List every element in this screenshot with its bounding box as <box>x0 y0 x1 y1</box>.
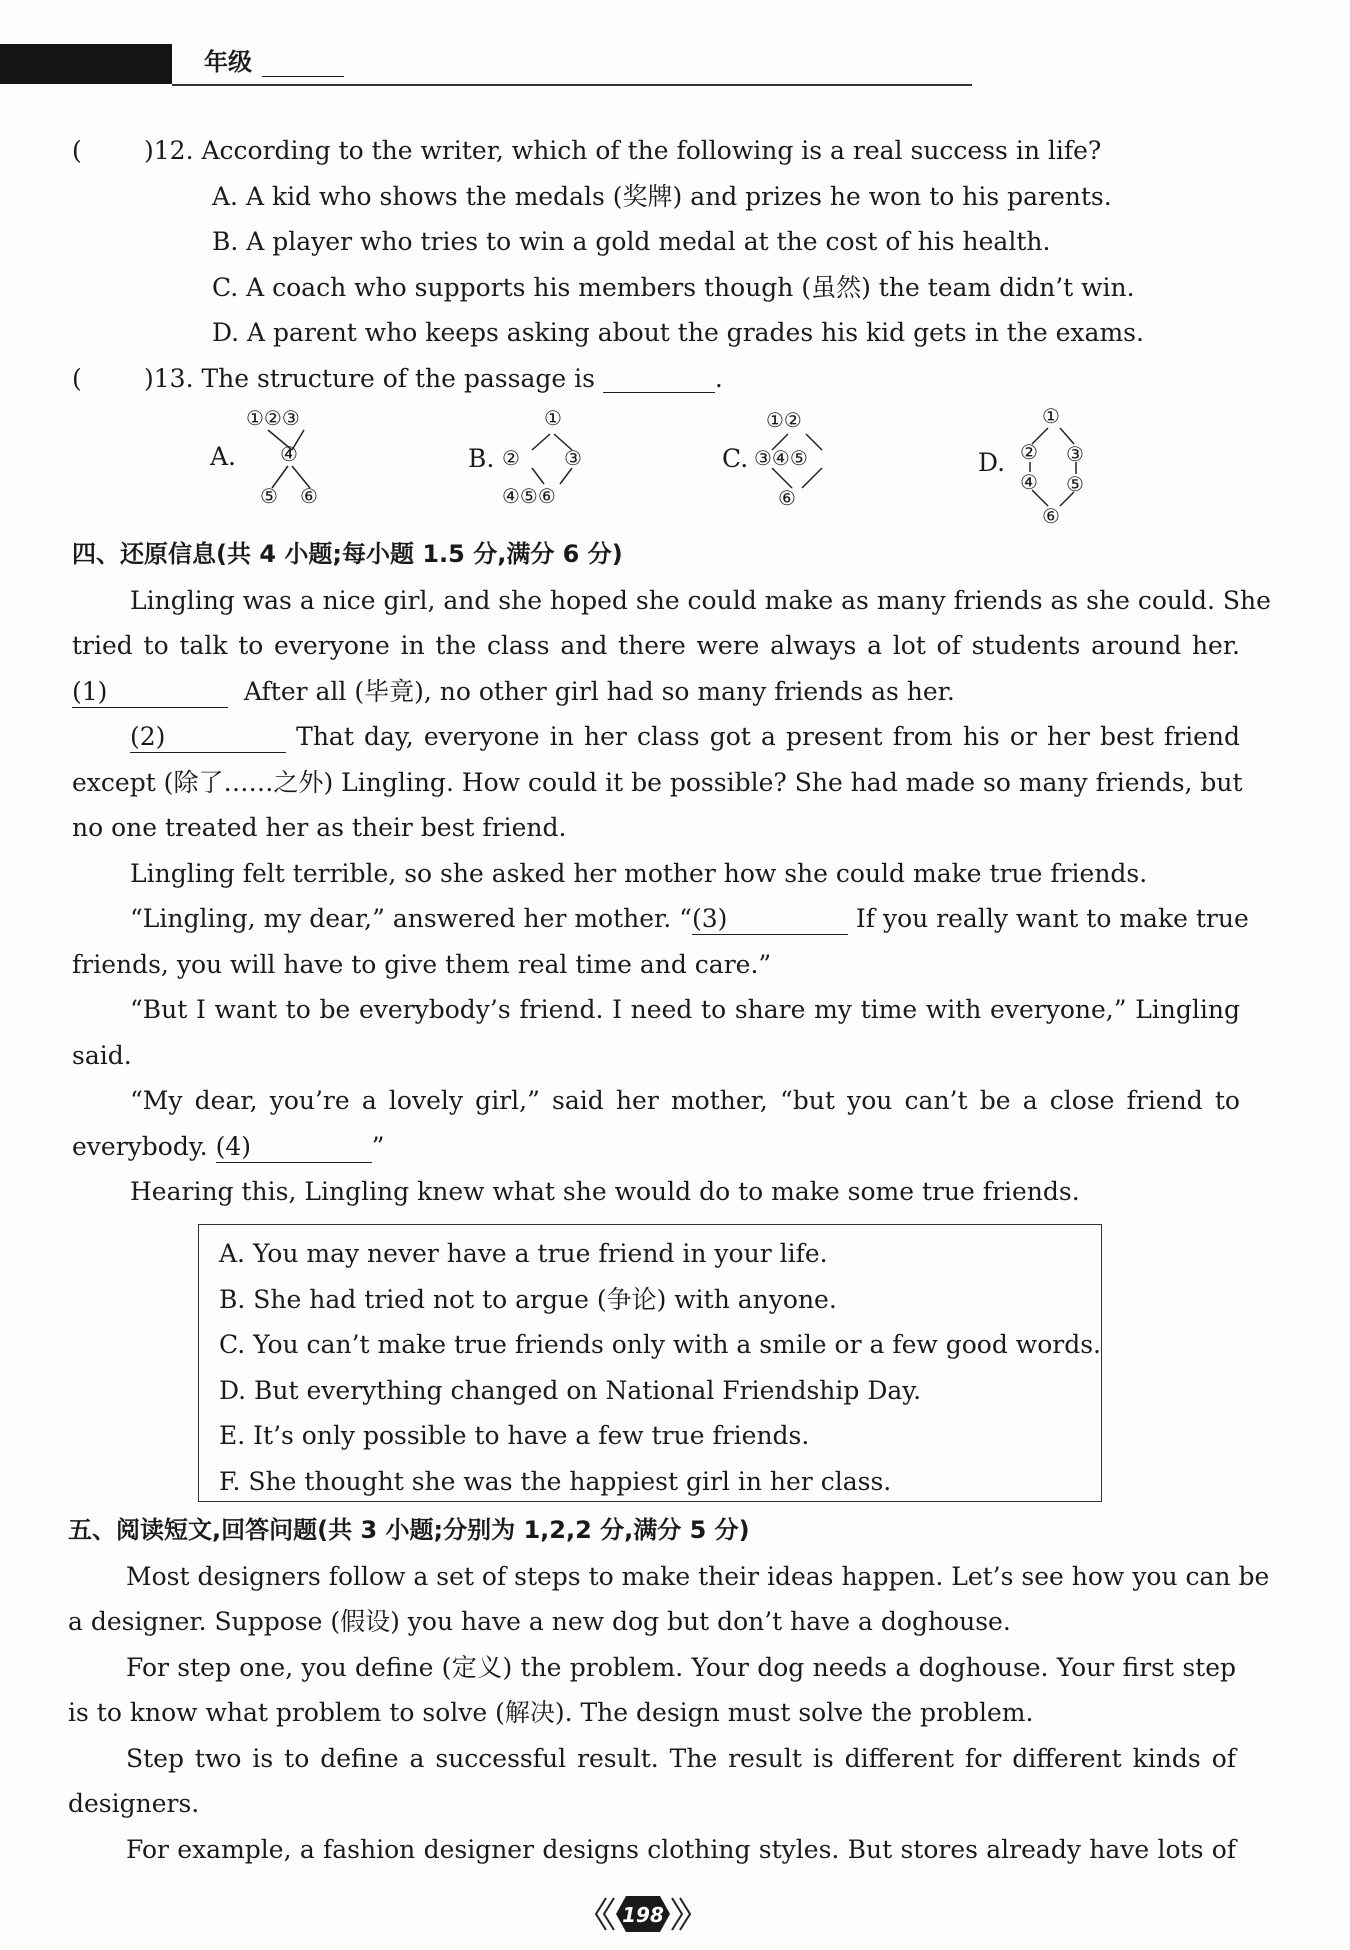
box-option-b: B. She had tried not to argue (争论) with anyone. <box>219 1284 837 1314</box>
q13-blank <box>603 366 715 393</box>
diagram-b-node: ③ <box>564 446 582 470</box>
diagram-d-node: ⑥ <box>1042 504 1060 528</box>
diagram-d-node: ② <box>1020 440 1038 464</box>
page-number-ornament <box>592 1892 694 1936</box>
diagram-d-node: ④ <box>1020 470 1038 494</box>
paragraph-line: a designer. Suppose (假设) you have a new dog but don’t have a doghouse. <box>68 1607 1011 1636</box>
section-4 <box>72 532 1271 1215</box>
header-bar <box>0 44 172 84</box>
q12-option-a: A. A kid who shows the medals (奖牌) and prizes he won to his parents. <box>212 181 1112 211</box>
options-box <box>198 1224 1102 1502</box>
paragraph-line: Step two is to define a successful result. The result is different for different kinds of <box>126 1743 1236 1773</box>
q13-question: ( )13. The structure of the passage is . <box>72 363 723 393</box>
diagram-b-node: ② <box>502 446 520 470</box>
q12-option-c: C. A coach who supports his members though (虽然) the team didn’t win. <box>212 272 1135 302</box>
diagram-a-node: ⑤ <box>260 484 278 508</box>
paragraph-line: except (除了……之外) Lingling. How could it be possible? She had made so many friends, but <box>72 767 1243 797</box>
paragraph-line: no one treated her as their best friend. <box>72 813 567 842</box>
header-rule <box>172 84 972 86</box>
page-number: 198 <box>622 1903 664 1927</box>
section-4-heading: 四、还原信息(共 4 小题;每小题 1.5 分,满分 6 分) <box>72 540 623 568</box>
diagram-a-node: ①②③ <box>246 406 300 430</box>
paragraph-line: “But I want to be everybody’s friend. I need to share my time with everyone,” Lingling <box>130 995 1240 1024</box>
blank-1: (1) <box>72 677 228 708</box>
paragraph-line: (2) That day, everyone in her class got a present from his or her best friend <box>130 722 1240 751</box>
paragraph-line: designers. <box>68 1789 200 1818</box>
grade-label: 年级 <box>204 48 252 76</box>
box-option-e: E. It’s only possible to have a few true friends. <box>219 1421 810 1450</box>
paragraph-line: (1) After all (毕竟), no other girl had so many friends as her. <box>72 676 955 706</box>
grade-blank <box>262 76 344 77</box>
box-option-c: C. You can’t make true friends only with a smile or a few good words. <box>219 1330 1101 1359</box>
diagram-d-node: ⑤ <box>1066 472 1084 496</box>
structure-diagrams: A. ①②③ ④ ⑤ ⑥ B. ① ② ③ ④⑤⑥ C. ①② ③④⑤ ⑥ D. ① ② ③ ④ ⑤ ⑥ <box>0 412 1350 532</box>
q12-question: ( )12. According to the writer, which of the following is a real success in life? <box>72 136 1102 165</box>
diagram-b-node: ① <box>544 406 562 430</box>
blank-4: (4) <box>216 1132 372 1163</box>
paragraph-line: For step one, you define (定义) the problem. Your dog needs a doghouse. Your first step <box>126 1652 1236 1682</box>
diagram-b-node: ④⑤⑥ <box>502 484 556 508</box>
paragraph-line: said. <box>72 1040 132 1070</box>
paragraph-line: For example, a fashion designer designs clothing styles. But stores already have lots of <box>126 1834 1236 1864</box>
diagram-a-node: ④ <box>280 442 298 466</box>
paragraph-line: friends, you will have to give them real time and care.” <box>72 949 772 979</box>
paragraph-line: “Lingling, my dear,” answered her mother. “(3) If you really want to make true <box>130 904 1249 933</box>
paragraph-line: Most designers follow a set of steps to make their ideas happen. Let’s see how you can be <box>126 1561 1270 1591</box>
paragraph-line: is to know what problem to solve (解决). The design must solve the problem. <box>68 1698 1034 1727</box>
diagram-d-node: ① <box>1042 404 1060 428</box>
diagram-c-node: ⑥ <box>778 486 796 510</box>
questions-block <box>72 128 1240 401</box>
diagram-d-node: ③ <box>1066 442 1084 466</box>
paragraph-line: Hearing this, Lingling knew what she would do to make some true friends. <box>130 1177 1080 1206</box>
diagram-c-node: ③④⑤ <box>754 446 808 470</box>
blank-3: (3) <box>692 904 848 935</box>
q12-option-d: D. A parent who keeps asking about the grades his kid gets in the exams. <box>212 318 1144 347</box>
paragraph-line: “My dear, you’re a lovely girl,” said her mother, “but you can’t be a close friend to <box>130 1086 1240 1115</box>
q12-option-b: B. A player who tries to win a gold medal at the cost of his health. <box>212 227 1051 256</box>
paragraph-line: Lingling felt terrible, so she asked her mother how she could make true friends. <box>130 858 1148 888</box>
blank-2: (2) <box>130 722 286 753</box>
box-option-a: A. You may never have a true friend in your life. <box>219 1239 828 1268</box>
page-number-badge <box>592 1892 694 1936</box>
paragraph-line: Lingling was a nice girl, and she hoped she could make as many friends as she could. She <box>130 585 1271 615</box>
box-option-d: D. But everything changed on National Friendship Day. <box>219 1375 922 1405</box>
box-option-f: F. She thought she was the happiest girl in her class. <box>219 1466 892 1496</box>
diagram-a-node: ⑥ <box>300 484 318 508</box>
section-5-heading: 五、阅读短文,回答问题(共 3 小题;分别为 1,2,2 分,满分 5 分) <box>68 1516 750 1544</box>
diagram-c-node: ①② <box>766 408 802 432</box>
section-5 <box>68 1508 1270 1872</box>
paragraph-line: tried to talk to everyone in the class and there were always a lot of students around her. <box>72 631 1240 660</box>
paragraph-line: everybody. (4) ” <box>72 1131 385 1161</box>
